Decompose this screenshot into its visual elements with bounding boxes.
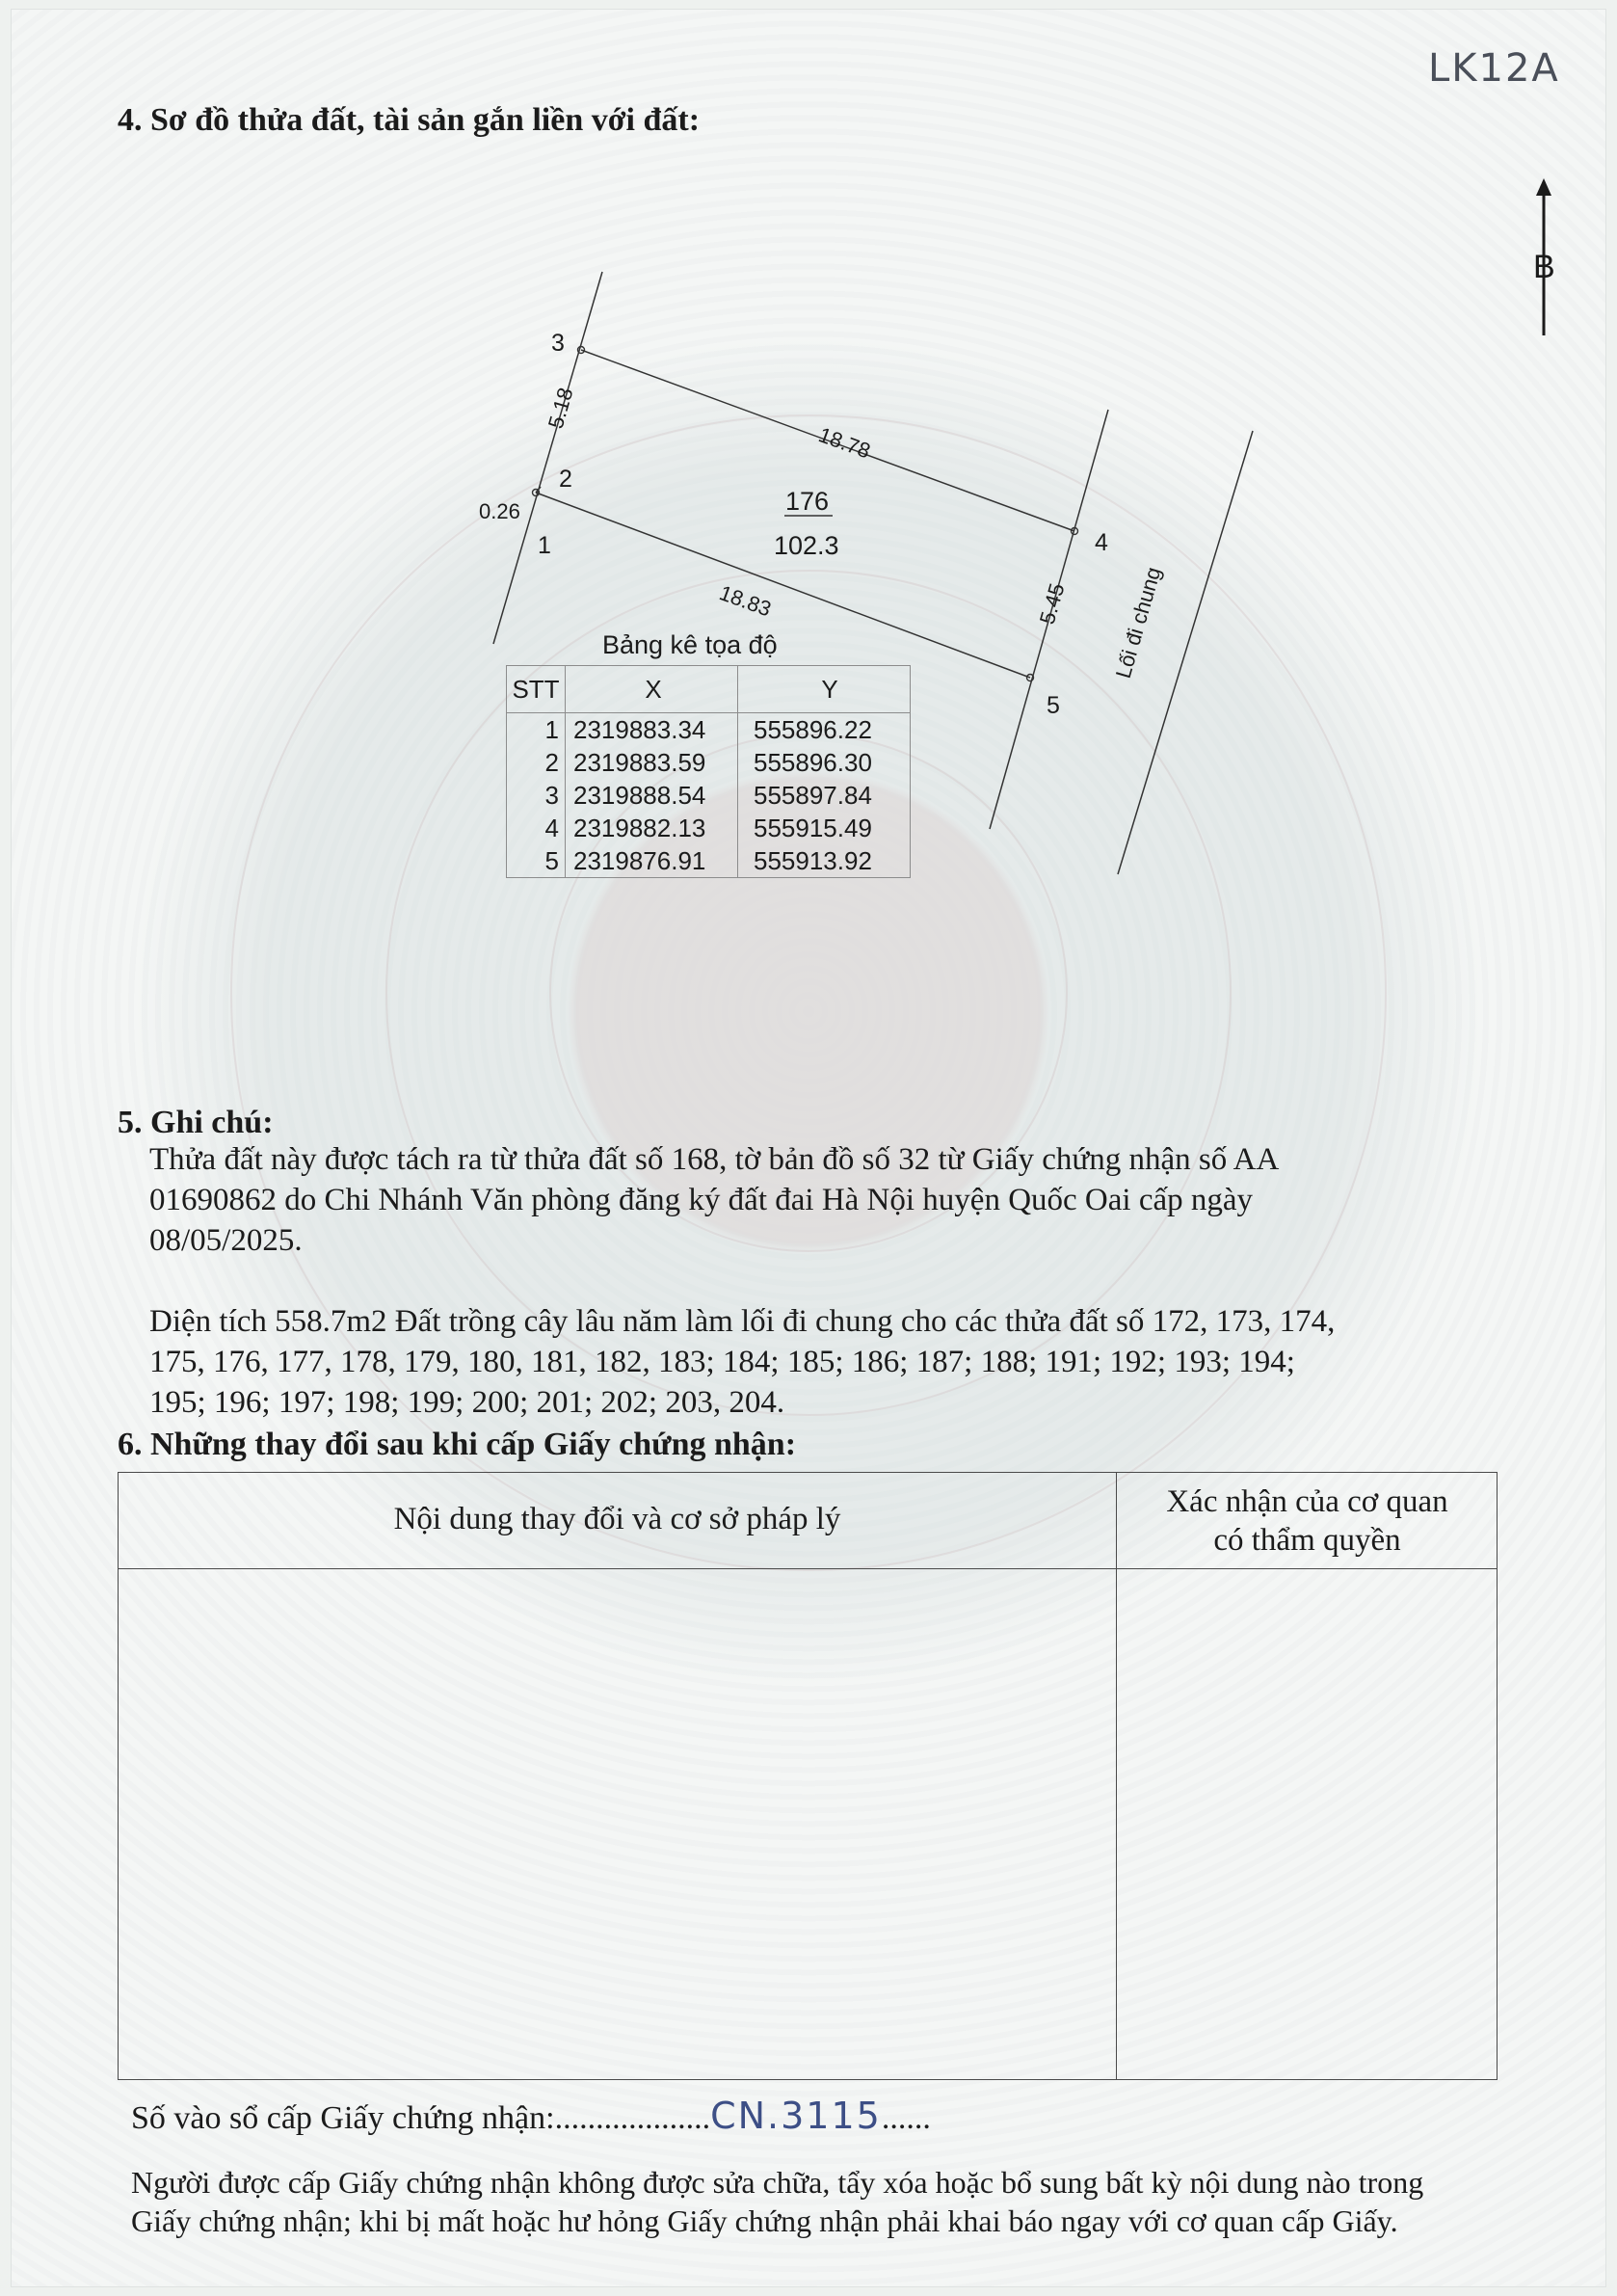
parcel-area: 102.3	[774, 531, 839, 560]
edge-length-1-5: 18.83	[716, 580, 775, 622]
changes-header-confirmation	[1118, 1482, 1497, 1560]
header-x: X	[566, 666, 738, 713]
changes-column-divider	[1116, 1473, 1117, 2079]
point-label-5: 5	[1047, 692, 1060, 719]
edge-length-2-3: 5.18	[543, 385, 578, 432]
row-stt: 4	[507, 812, 566, 844]
changes-header-confirmation-line1: Xác nhận của cơ quan	[1166, 1484, 1448, 1519]
legal-notice	[131, 2163, 1423, 2240]
register-dots: ...................	[554, 2100, 711, 2136]
note-line: 175, 176, 177, 178, 179, 180, 181, 182, 183; 184; 185; 186; 187; 188; 191; 192; 193; 194;	[149, 1345, 1295, 1379]
edge-length-1-2: 0.26	[479, 499, 520, 523]
section4-heading: 4. Sơ đồ thửa đất, tài sản gắn liền với đất:	[118, 102, 701, 138]
row-y: 555897.84	[738, 779, 911, 812]
header-y: Y	[738, 666, 911, 713]
row-x: 2319883.59	[566, 746, 738, 779]
note-paragraph-1	[149, 1139, 1279, 1261]
point-label-2: 2	[559, 466, 572, 493]
point-label-4: 4	[1095, 529, 1108, 556]
legal-notice-line: Người được cấp Giấy chứng nhận không được sửa chữa, tẩy xóa hoặc bổ sung bất kỳ nội dung nào trong	[131, 2165, 1424, 2200]
coordinate-table	[506, 665, 911, 878]
row-y: 555896.22	[738, 713, 911, 747]
register-number-handwritten: CN.3115	[710, 2095, 882, 2137]
row-y: 555896.30	[738, 746, 911, 779]
changes-header-divider	[119, 1568, 1497, 1569]
changes-header-content: Nội dung thay đổi và cơ sở pháp lý	[393, 1502, 841, 1536]
table-row	[507, 713, 911, 747]
row-stt: 2	[507, 746, 566, 779]
section5-heading: 5. Ghi chú:	[118, 1105, 274, 1140]
coord-table-caption: Bảng kê tọa độ	[602, 630, 778, 659]
legal-notice-line: Giấy chứng nhận; khi bị mất hoặc hư hỏng Giấy chứng nhận phải khai báo ngay với cơ quan cấp Giấy.	[131, 2203, 1398, 2238]
road-label: Lối đi chung	[1110, 564, 1166, 681]
header-stt: STT	[507, 666, 566, 713]
row-stt: 1	[507, 713, 566, 747]
register-number-line	[131, 2096, 931, 2138]
row-x: 2319882.13	[566, 812, 738, 844]
table-row	[507, 746, 911, 779]
register-label: Số vào sổ cấp Giấy chứng nhận:	[131, 2100, 555, 2136]
edge-length-3-4: 18.78	[815, 422, 874, 464]
note-line: Thửa đất này được tách ra từ thửa đất số 168, tờ bản đồ số 32 từ Giấy chứng nhận số AA	[149, 1142, 1280, 1177]
row-x: 2319876.91	[566, 844, 738, 878]
corner-handwritten-mark: LK12A	[1428, 46, 1560, 91]
section6-heading: 6. Những thay đổi sau khi cấp Giấy chứng nhận:	[118, 1427, 797, 1462]
parcel-number: 176	[785, 487, 830, 516]
changes-header-confirmation-line2: có thẩm quyền	[1213, 1523, 1401, 1558]
register-dots-trailing: ......	[881, 2100, 931, 2136]
north-arrow-label: B	[1533, 249, 1555, 285]
coord-table-header	[507, 666, 911, 713]
point-label-1: 1	[538, 532, 551, 559]
west-boundary-line	[493, 272, 602, 644]
point-label-3: 3	[551, 330, 565, 357]
edge-length-4-5: 5.45	[1034, 580, 1070, 627]
table-row	[507, 812, 911, 844]
note-paragraph-2	[149, 1301, 1335, 1423]
row-y: 555913.92	[738, 844, 911, 878]
row-x: 2319883.34	[566, 713, 738, 747]
table-row	[507, 844, 911, 878]
note-line: 01690862 do Chi Nhánh Văn phòng đăng ký đất đai Hà Nội huyện Quốc Oai cấp ngày	[149, 1183, 1254, 1217]
row-stt: 3	[507, 779, 566, 812]
note-line: 08/05/2025.	[149, 1223, 303, 1258]
row-y: 555915.49	[738, 812, 911, 844]
note-line: 195; 196; 197; 198; 199; 200; 201; 202; 203, 204.	[149, 1385, 785, 1420]
changes-table	[118, 1472, 1498, 2080]
row-stt: 5	[507, 844, 566, 878]
row-x: 2319888.54	[566, 779, 738, 812]
table-row	[507, 779, 911, 812]
note-line: Diện tích 558.7m2 Đất trồng cây lâu năm làm lối đi chung cho các thửa đất số 172, 173, 174,	[149, 1304, 1336, 1339]
